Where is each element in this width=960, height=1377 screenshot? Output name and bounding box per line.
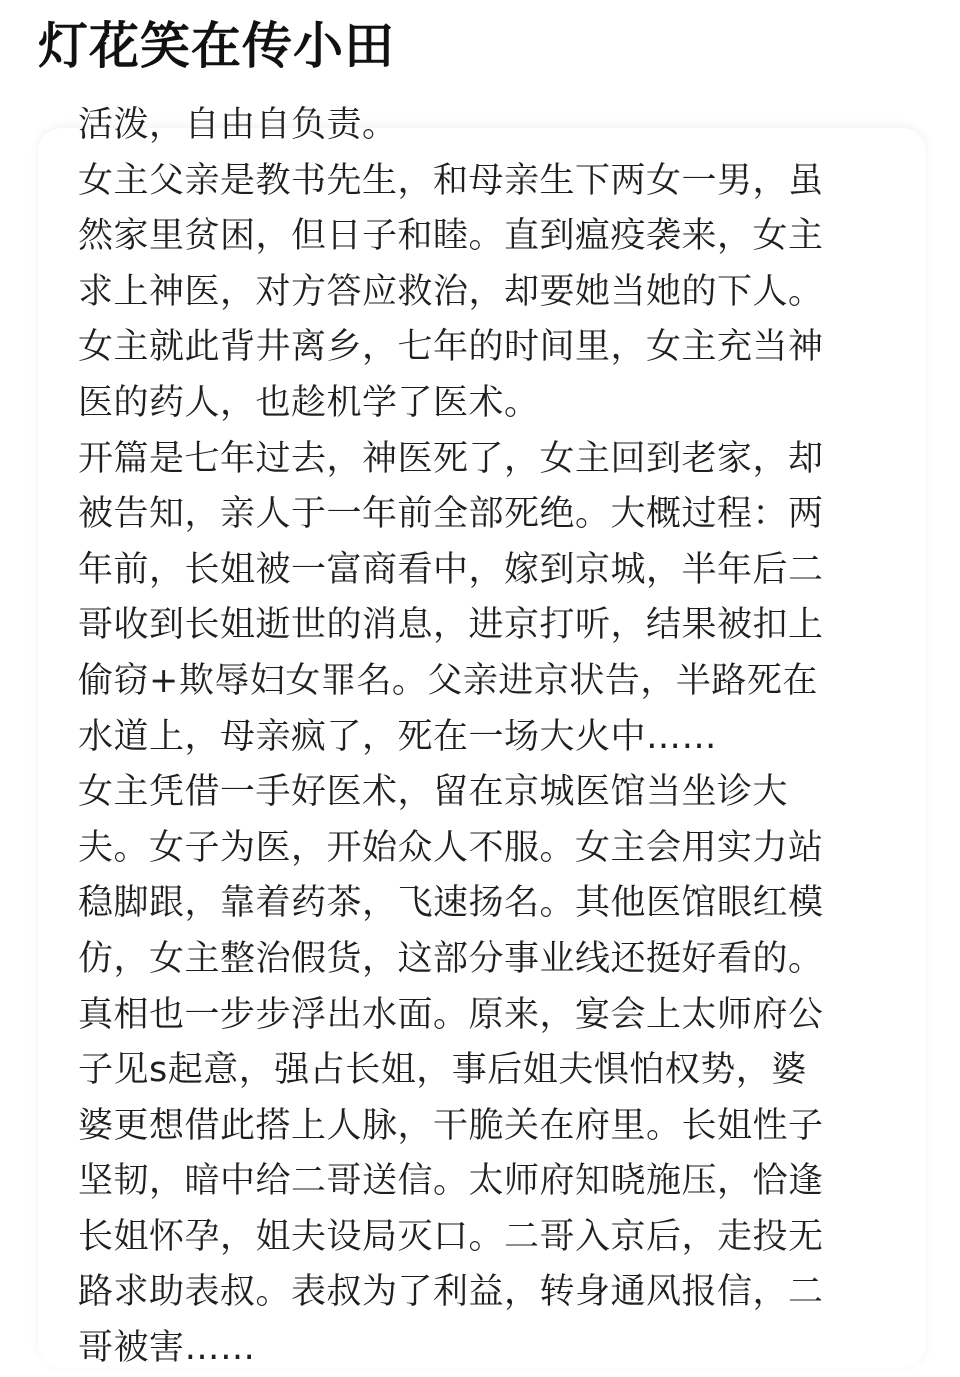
body-line: 女主凭借一手好医术，留在京城医馆当坐诊大: [78, 772, 789, 813]
body-line: 求上神医，对方答应救治，却要她当她的下人。: [78, 271, 824, 312]
body-line: 婆更想借此搭上人脉，干脆关在府里。长姐性子: [78, 1105, 824, 1146]
post-text-viewport[interactable]: [78, 105, 886, 1369]
body-line: 水道上，母亲疯了，死在一场大火中……: [78, 716, 718, 757]
body-line: 坚韧，暗中给二哥送信。太师府知晓施压，恰逢: [78, 1161, 824, 1202]
body-line: 女主父亲是教书先生，和母亲生下两女一男，虽: [78, 160, 824, 201]
post-body-text: [78, 98, 886, 1377]
body-line: 长姐怀孕，姐夫设局灭口。二哥入京后，走投无: [78, 1216, 824, 1257]
body-line: 稳脚跟，靠着药茶，飞速扬名。其他医馆眼红模: [78, 883, 824, 924]
body-line: 活泼，自由自负责。: [78, 105, 398, 145]
post-title: 灯花笑在传小田: [38, 17, 395, 75]
body-line: 夫。女子为医，开始众人不服。女主会用实力站: [78, 827, 824, 868]
post-content-card: [38, 105, 926, 1369]
body-line: 哥收到长姐逝世的消息，进京打听，结果被扣上: [78, 605, 824, 646]
body-line: 偷窃+欺辱妇女罪名。父亲进京状告，半路死在: [78, 660, 818, 701]
body-line: 哥被害……: [78, 1328, 256, 1369]
body-line: 被告知，亲人于一年前全部死绝。大概过程：两: [78, 494, 824, 535]
body-line: 年前，长姐被一富商看中，嫁到京城，半年后二: [78, 549, 824, 590]
body-line: 子见s起意，强占长姐，事后姐夫惧怕权势，婆: [78, 1050, 807, 1091]
body-line: 女主就此背井离乡，七年的时间里，女主充当神: [78, 327, 824, 368]
body-line: 路求助表叔。表叔为了利益，转身通风报信，二: [78, 1272, 824, 1313]
body-line: 开篇是七年过去，神医死了，女主回到老家，却: [78, 438, 824, 479]
body-line: 然家里贫困，但日子和睦。直到瘟疫袭来，女主: [78, 216, 824, 257]
body-line: 真相也一步步浮出水面。原来，宴会上太师府公: [78, 994, 824, 1035]
body-line: 仿，女主整治假货，这部分事业线还挺好看的。: [78, 938, 824, 979]
body-line: 医的药人，也趁机学了医术。: [78, 382, 540, 423]
